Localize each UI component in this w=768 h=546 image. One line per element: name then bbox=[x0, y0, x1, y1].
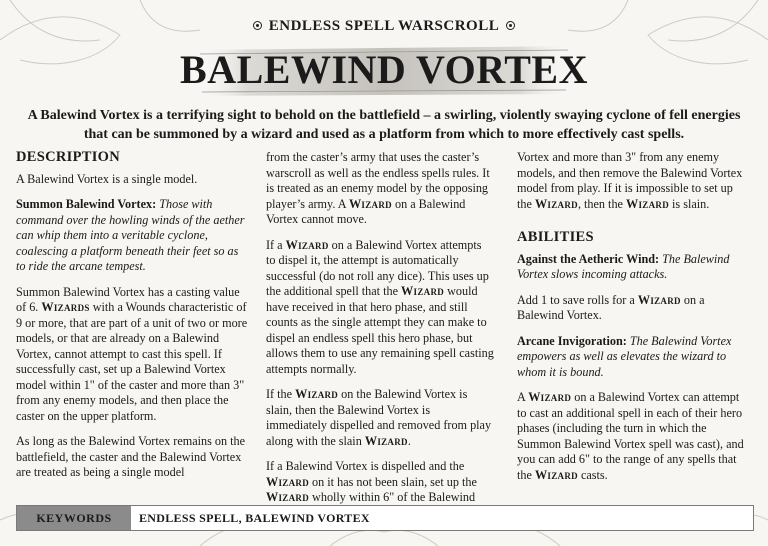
summon-spell-text bbox=[16, 197, 248, 275]
casting-rule-text bbox=[16, 285, 248, 425]
aetheric-wind-ability bbox=[517, 252, 749, 283]
summon-spell-flavour: Those with command over the howling winds of the aether can whip them into a veritable cyclone, coalescing a platform beneath their feet so as to ride the arcane tempest. bbox=[16, 197, 245, 273]
keywords-bar bbox=[16, 505, 754, 531]
arcane-invigoration-name: Arcane Invigoration: bbox=[517, 333, 627, 348]
arcane-invigoration-ability bbox=[517, 334, 749, 381]
casting-rule-b: with a Wounds characteristic of 9 or more, that are part of a unit of two or more models, or that are already on a Balewind Vortex, cannot attempt to cast this spell. If successfully cast, set up a Balewind Vortex model within 1" of the caster and more than 3" from any enemy models, and then place the caster on the upper platform. bbox=[16, 300, 248, 423]
extra-spell-c: casts. bbox=[580, 467, 608, 482]
warscroll-type-header bbox=[0, 18, 768, 35]
column-3 bbox=[517, 150, 749, 493]
casting-rule-a: Summon Balewind Vortex has a casting value of 6. bbox=[16, 284, 240, 314]
dispelled-rule-b: on it has not been slain, set up the bbox=[312, 474, 477, 489]
aetheric-wind-flavour: The Balewind Vortex slows incoming attacks. bbox=[517, 251, 730, 281]
save-rule-b: on a Balewind Vortex. bbox=[517, 292, 705, 322]
keyword-wizard: Wizard bbox=[637, 292, 681, 307]
dispelled-rule-a: If a Balewind Vortex is dispelled and the bbox=[266, 459, 465, 473]
dispel-rule-b: on a Balewind Vortex attempts to dispel it, the attempt is automatically successful (do not roll any dice). This uses up the additional spell that the bbox=[266, 237, 489, 298]
aetheric-wind-name: Against the Aetheric Wind: bbox=[517, 251, 660, 266]
single-unit-sentence: As long as the Balewind Vortex remains on the battlefield, the caster and the Balewind Vortex are treated as being a single model bbox=[16, 434, 246, 479]
keyword-wizard: Wizard bbox=[348, 196, 392, 211]
keyword-wizard: Wizard bbox=[534, 467, 578, 482]
page-title: BALEWIND VORTEX bbox=[180, 47, 588, 92]
column-2 bbox=[266, 150, 494, 516]
extra-spell-b: on a Balewind Vortex can attempt to cast an additional spell in each of their hero phases (including the turn in which the Summon Balewind Vortex spell was cast), and you can add 6" to the range of any spells that the bbox=[517, 390, 744, 482]
keyword-wizard: Wizard bbox=[285, 237, 329, 252]
keyword-wizard: Wizard bbox=[534, 196, 578, 211]
army-rule-a: from the caster’s army that uses the caster’s warscroll as well as the endless spells rules. It is treated as an enemy model by the opposing player’s army. A bbox=[266, 150, 490, 211]
army-rule-text bbox=[266, 150, 494, 228]
intro-text: A Balewind Vortex is a terrifying sight to behold on the battlefield – a swirling, violently swaying cyclone of fell energies that can be summoned by a wizard and used as a platform from which to more effectively cast spells. bbox=[27, 108, 741, 142]
extra-spell-a: A bbox=[517, 390, 526, 404]
keywords-label: KEYWORDS bbox=[17, 506, 131, 530]
dispel-rule-c: would have received in that hero phase, and still counts as the single attempt they can make to dispel an endless spell this hero phase, but allows them to use any remaining spell casting attempts normally. bbox=[266, 284, 494, 376]
slain-rule-b: on the Balewind Vortex is slain, then the Balewind Vortex is immediately dispelled and removed from play along with the slain bbox=[266, 387, 492, 448]
extra-spell-rule-text bbox=[517, 390, 749, 483]
slain-rule-text bbox=[266, 387, 494, 449]
dispel-rule-text bbox=[266, 238, 494, 378]
ornament-dot-icon bbox=[253, 21, 262, 30]
setup-rule-text bbox=[517, 150, 749, 212]
keywords-value: ENDLESS SPELL, BALEWIND VORTEX bbox=[139, 510, 370, 525]
column-1 bbox=[16, 150, 248, 491]
dispel-rule-a: If a bbox=[266, 237, 283, 252]
slain-rule-a: If the bbox=[266, 387, 293, 401]
single-unit-text bbox=[16, 434, 248, 481]
summon-spell-name: Summon Balewind Vortex: bbox=[16, 197, 157, 211]
keyword-wizards: Wizards bbox=[41, 300, 90, 314]
keyword-wizard: Wizard bbox=[528, 390, 572, 404]
keyword-wizard: Wizard bbox=[626, 196, 669, 211]
army-rule-b: on a Balewind Vortex cannot move. bbox=[266, 196, 466, 226]
warscroll-type-label: ENDLESS SPELL WARSCROLL bbox=[268, 18, 500, 34]
arcane-invigoration-flavour: The Balewind Vortex empowers as well as elevates the wizard to whom it is bound. bbox=[517, 333, 732, 379]
setup-rule-b: , then the bbox=[577, 196, 623, 211]
setup-rule-c: is slain. bbox=[672, 196, 710, 211]
abilities-heading: ABILITIES bbox=[517, 229, 594, 245]
keyword-wizard: Wizard bbox=[401, 284, 445, 298]
save-rule-a: Add 1 to save rolls for a bbox=[517, 292, 635, 307]
save-rule-text bbox=[517, 293, 749, 324]
dispelled-rule-text bbox=[266, 459, 494, 506]
keyword-wizard: Wizard bbox=[266, 474, 309, 489]
ornament-dot-icon bbox=[506, 21, 515, 30]
description-heading: DESCRIPTION bbox=[16, 149, 121, 165]
single-model-sentence: A Balewind Vortex is a single model. bbox=[16, 171, 198, 186]
keyword-wizard: Wizard bbox=[266, 490, 309, 504]
setup-rule-a: Vortex and more than 3" from any enemy models, and then remove the Balewind Vortex model from play. If it is impossible to set up the bbox=[517, 150, 743, 211]
slain-rule-c: . bbox=[407, 433, 411, 448]
dispelled-rule-c: wholly within 6" of the Balewind bbox=[312, 490, 476, 504]
single-model-text bbox=[16, 172, 248, 188]
keyword-wizard: Wizard bbox=[364, 433, 408, 448]
keyword-wizard: Wizard bbox=[295, 387, 339, 401]
